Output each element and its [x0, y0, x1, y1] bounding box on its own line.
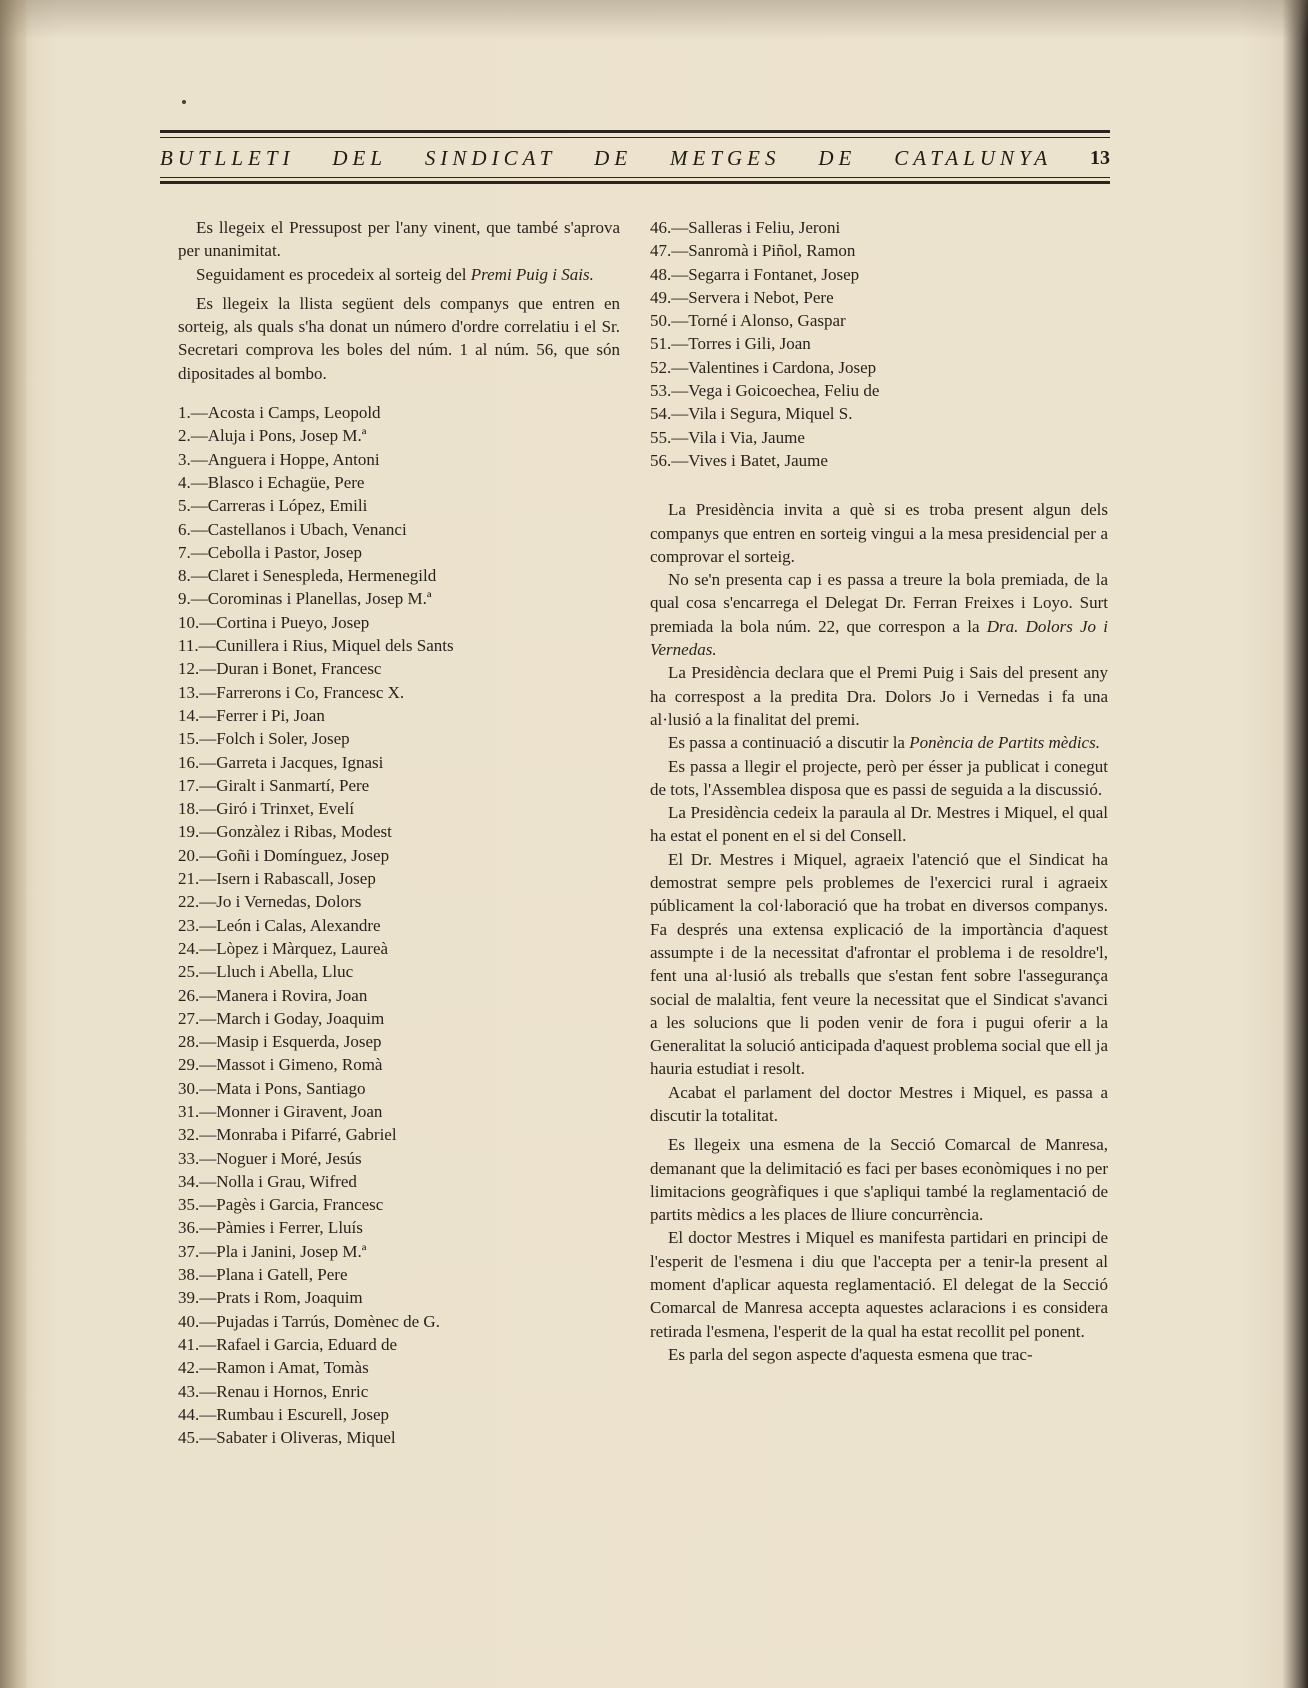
list-item: 49.—Servera i Nebot, Pere	[650, 287, 834, 307]
list-item: 14.—Ferrer i Pi, Joan	[178, 705, 325, 725]
list-item: 48.—Segarra i Fontanet, Josep	[650, 264, 860, 284]
list-item: 39.—Prats i Rom, Joaquim	[178, 1288, 363, 1308]
paragraph: Es passa a llegir el projecte, però per ésser ja publicat i conegut de tots, l'Assemblea disposa que es passi de seguida a la discussió.	[650, 756, 1108, 799]
book-spine	[0, 0, 26, 1688]
list-item: 8.—Claret i Senespleda, Hermenegild	[178, 566, 437, 586]
paragraph: La Presidència invita a què si es troba present algun dels companys que entren en sorteig vingui a la mesa presidencial per a comprovar el sorteig.	[650, 500, 1108, 566]
list-item: 40.—Pujadas i Tarrús, Domènec de G.	[178, 1311, 440, 1331]
candidate-list-continued	[650, 216, 1108, 472]
list-item: 33.—Noguer i Moré, Jesús	[178, 1148, 362, 1168]
list-item: 29.—Massot i Gimeno, Romà	[178, 1055, 383, 1075]
list-item: 23.—León i Calas, Alexandre	[178, 915, 381, 935]
list-item: 32.—Monraba i Pifarré, Gabriel	[178, 1125, 397, 1145]
paper-speck	[182, 100, 186, 104]
header-rule-top-thin	[160, 137, 1110, 138]
list-item: 56.—Vives i Batet, Jaume	[650, 450, 828, 470]
list-item: 26.—Manera i Rovira, Joan	[178, 985, 368, 1005]
paragraph: El Dr. Mestres i Miquel, agraeix l'atenció que el Sindicat ha demostrat sempre pels problemes de l'exercici rural i agraeix públicament la col·laboració que ha trobat en diversos companys. Fa després una extensa explicació de la importància d'aquest assumpte i de la necessitat d'afrontar el problema i de resoldre'l, fent una al·lusió als treballs que s'estan fent sobre l'assegurança social de malaltia, fent veure la necessitat que el Sindicat s'avanci a les solucions que li poden venir de fora i pugui oferir a la Generalitat la solució anticipada d'aquest problema social que ell ja hauria estudiat i resolt.	[650, 849, 1108, 1079]
list-item: 5.—Carreras i López, Emili	[178, 496, 368, 516]
list-item: 2.—Aluja i Pons, Josep M.ª	[178, 426, 367, 446]
list-item: 37.—Pla i Janini, Josep M.ª	[178, 1241, 367, 1261]
page-number: 13	[1089, 146, 1110, 169]
list-item: 20.—Goñi i Domínguez, Josep	[178, 845, 390, 865]
report-title: Ponència de Partits mèdics.	[909, 733, 1100, 753]
header-rule-bottom-thin	[160, 177, 1110, 178]
paragraph-text: No se'n presenta cap i es passa a treure la bola premiada, de la qual cosa s'encarrega el Delegat Dr. Ferran Freixes i Loyo. Surt premiada la bola núm. 22, que correspon a la	[650, 570, 1108, 636]
paragraph: La Presidència declara que el Premi Puig i Sais del present any ha correspost a la predita Dra. Dolors Jo i Vernedas i fa una al·lusió a la finalitat del premi.	[650, 663, 1108, 729]
candidate-list	[178, 401, 620, 1449]
paragraph: Es parla del segon aspecte d'aquesta esmena que trac-	[668, 1344, 1033, 1364]
list-item: 12.—Duran i Bonet, Francesc	[178, 659, 382, 679]
paragraph: Es llegeix una esmena de la Secció Comarcal de Manresa, demanant que la delimitació es faci per bases econòmiques i no per limitacions geogràfiques i que s'apliqui també la reglamentació de partits mèdics a les places de lliure concurrència.	[650, 1135, 1108, 1225]
paragraph: El doctor Mestres i Miquel es manifesta partidari en principi de l'esperit de l'esmena i diu que l'accepta per a tenir-la present al moment d'aplicar aquesta reglamentació. El delegat de la Secció Comarcal de Manresa accepta aquestes aclaracions i es considera retirada l'esmena, l'esperit de la qual ha estat recollit pel ponent.	[650, 1228, 1108, 1341]
list-item: 42.—Ramon i Amat, Tomàs	[178, 1358, 369, 1378]
list-item: 47.—Sanromà i Piñol, Ramon	[650, 241, 856, 261]
list-item: 17.—Giralt i Sanmartí, Pere	[178, 775, 370, 795]
header-word: SINDICAT	[424, 145, 557, 170]
list-item: 13.—Farrerons i Co, Francesc X.	[178, 682, 405, 702]
header-rule-bottom	[160, 181, 1110, 184]
list-item: 45.—Sabater i Oliveras, Miquel	[178, 1428, 396, 1448]
header-word: BUTLLETI	[160, 145, 295, 170]
paragraph-text: Es passa a continuació a discutir la	[668, 733, 910, 753]
list-item: 22.—Jo i Vernedas, Dolors	[178, 892, 362, 912]
header-word: DE	[594, 145, 633, 170]
header-rule-top	[160, 130, 1110, 133]
paragraph	[650, 568, 1108, 661]
list-item: 21.—Isern i Rabascall, Josep	[178, 869, 376, 889]
paragraph: Acabat el parlament del doctor Mestres i Miquel, es passa a discutir la totalitat.	[650, 1082, 1108, 1125]
list-item: 15.—Folch i Soler, Josep	[178, 729, 350, 749]
list-item: 36.—Pàmies i Ferrer, Lluís	[178, 1218, 363, 1238]
list-item: 55.—Vila i Via, Jaume	[650, 427, 805, 447]
list-item: 31.—Monner i Giravent, Joan	[178, 1101, 383, 1121]
list-item: 9.—Corominas i Planellas, Josep M.ª	[178, 589, 432, 609]
list-item: 18.—Giró i Trinxet, Evelí	[178, 799, 355, 819]
paragraph-text: Seguidament es procedeix al sorteig del	[196, 264, 471, 284]
paragraph: La Presidència cedeix la paraula al Dr. Mestres i Miquel, el qual ha estat el ponent en el si del Consell.	[650, 803, 1108, 846]
list-item: 11.—Cunillera i Rius, Miquel dels Sants	[178, 636, 454, 656]
header-word: DEL	[332, 145, 388, 170]
list-item: 50.—Torné i Alonso, Gaspar	[650, 311, 846, 331]
list-item: 38.—Plana i Gatell, Pere	[178, 1265, 348, 1285]
paragraph: Es llegeix la llista següent dels companys que entren en sorteig, als quals s'ha donat un número d'ordre correlatiu i el Sr. Secretari comprova les boles del núm. 1 al núm. 56, que són dipositades al bombo.	[178, 293, 620, 383]
list-item: 1.—Acosta i Camps, Leopold	[178, 403, 381, 423]
left-column	[178, 216, 620, 1449]
page-shadow	[0, 0, 1308, 40]
list-item: 3.—Anguera i Hoppe, Antoni	[178, 449, 380, 469]
list-item: 16.—Garreta i Jacques, Ignasi	[178, 752, 384, 772]
list-item: 28.—Masip i Esquerda, Josep	[178, 1032, 382, 1052]
paragraph	[650, 731, 1108, 754]
list-item: 52.—Valentines i Cardona, Josep	[650, 357, 877, 377]
list-item: 34.—Nolla i Grau, Wifred	[178, 1171, 357, 1191]
list-item: 53.—Vega i Goicoechea, Feliu de	[650, 381, 880, 401]
list-item: 25.—Lluch i Abella, Lluc	[178, 962, 354, 982]
header-word: METGES	[670, 145, 781, 170]
list-item: 27.—March i Goday, Joaquim	[178, 1008, 385, 1028]
list-item: 35.—Pagès i Garcia, Francesc	[178, 1195, 384, 1215]
list-item: 7.—Cebolla i Pastor, Josep	[178, 542, 362, 562]
header-word: CATALUNYA	[894, 145, 1053, 170]
list-item: 54.—Vila i Segura, Miquel S.	[650, 404, 853, 424]
list-item: 30.—Mata i Pons, Santiago	[178, 1078, 366, 1098]
list-item: 4.—Blasco i Echagüe, Pere	[178, 472, 365, 492]
list-item: 41.—Rafael i Garcia, Eduard de	[178, 1334, 398, 1354]
list-item: 24.—Lòpez i Màrquez, Laureà	[178, 938, 389, 958]
list-item: 51.—Torres i Gili, Joan	[650, 334, 811, 354]
prize-name: Premi Puig i Sais.	[470, 264, 594, 284]
list-item: 43.—Renau i Hornos, Enric	[178, 1381, 369, 1401]
paragraph	[178, 263, 620, 286]
header-word: DE	[818, 145, 857, 170]
winner-name: Dra. Dolors Jo i Vernedas.	[650, 616, 1108, 660]
list-item: 44.—Rumbau i Escurell, Josep	[178, 1404, 390, 1424]
list-item: 19.—Gonzàlez i Ribas, Modest	[178, 822, 392, 842]
right-column	[650, 216, 1108, 1366]
list-item: 46.—Salleras i Feliu, Jeroni	[650, 218, 841, 237]
paragraph: Es llegeix el Pressupost per l'any vinent, que també s'aprova per unanimitat.	[178, 218, 620, 261]
running-header	[160, 142, 1110, 174]
list-item: 6.—Castellanos i Ubach, Venanci	[178, 519, 407, 539]
list-item: 10.—Cortina i Pueyo, Josep	[178, 612, 370, 632]
